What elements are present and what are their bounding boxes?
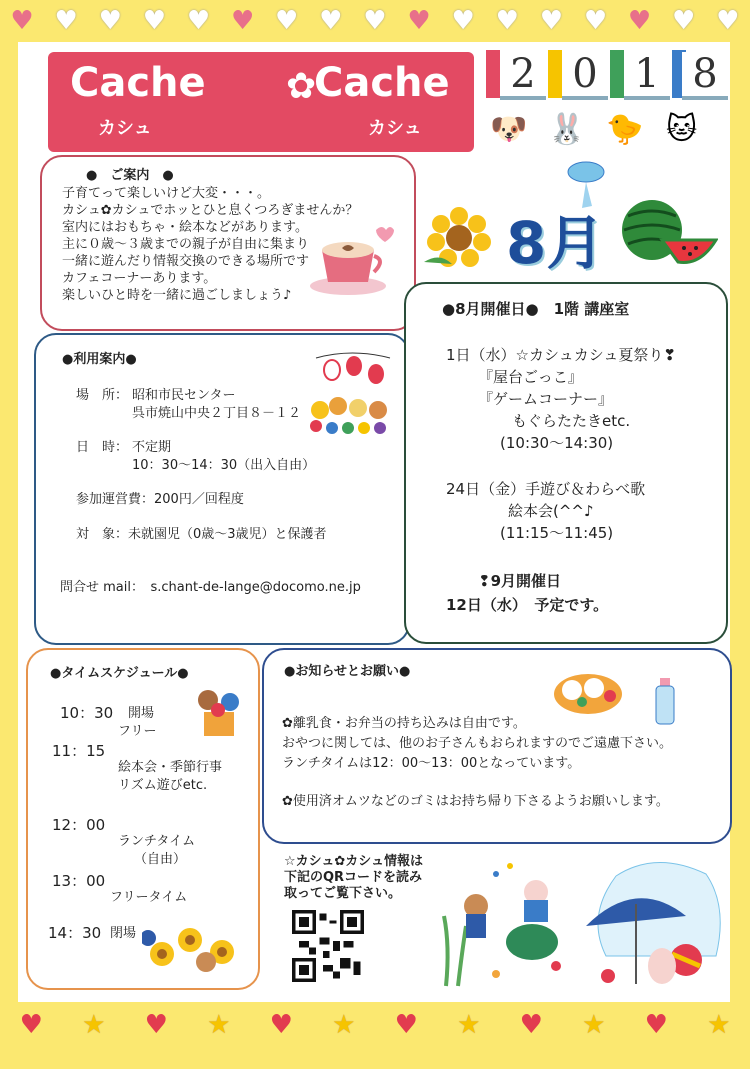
heart-icon: ♥ bbox=[583, 6, 608, 36]
heart-icon: ♥ bbox=[142, 6, 167, 36]
bunny-icon: 🐰 bbox=[548, 112, 586, 147]
september-heading: ❢9月開催日 bbox=[478, 572, 562, 590]
heart-icon: ♥ bbox=[319, 6, 343, 36]
notice-line: ランチタイムは12：00～13：00となっています。 bbox=[282, 756, 581, 771]
usage-heading: ●利用案内● bbox=[62, 352, 137, 367]
title-kana-left: カシュ bbox=[98, 118, 152, 139]
guide-heading: ● ご案内 ● bbox=[86, 168, 174, 183]
time-label: 13：00 bbox=[52, 872, 106, 890]
qr-info-line: ☆カシュ✿カシュ情報は bbox=[284, 854, 424, 869]
year-digit: 2 bbox=[500, 52, 546, 100]
time-schedule-heading: ●タイムスケジュール● bbox=[50, 666, 189, 681]
time-label: 10：30 bbox=[60, 704, 114, 722]
dog-icon: 🐶 bbox=[490, 112, 528, 147]
time-event: リズム遊びetc. bbox=[118, 778, 208, 793]
qr-info-line: 下記のQRコードを読み bbox=[284, 870, 423, 885]
heart-icon: ♥ bbox=[230, 6, 255, 36]
title-word-right: Cache bbox=[314, 60, 450, 106]
event1-item: 『ゲームコーナー』 bbox=[478, 390, 614, 408]
year-banner bbox=[486, 50, 726, 155]
time-label: 11：15 bbox=[52, 742, 106, 760]
guide-line: 一緒に遊んだり情報交換のできる場所です bbox=[62, 254, 310, 269]
toys-icon bbox=[186, 682, 246, 742]
guide-line: 楽しいひと時を一緒に過ごしましょう♪ bbox=[62, 288, 292, 303]
qr-code[interactable] bbox=[292, 910, 364, 982]
heart-icon: ♥ bbox=[407, 6, 431, 36]
time-label: 14：30 bbox=[48, 924, 102, 942]
star-icon: ★ bbox=[82, 1010, 106, 1040]
contact-text: 問合せ mail： s.chant-de-lange@docomo.ne.jp bbox=[60, 580, 361, 595]
guide-line: カフェコーナーあります。 bbox=[62, 271, 217, 286]
august-section bbox=[404, 282, 728, 644]
coffee-cup-icon bbox=[306, 226, 396, 298]
beach-illustration bbox=[436, 856, 726, 992]
event1-item: 『屋台ごっこ』 bbox=[478, 368, 583, 386]
time-value: 10：30～14：30（出入自由） bbox=[132, 458, 316, 473]
heart-icon: ♥ bbox=[716, 6, 740, 36]
title-word-left: Cache bbox=[70, 60, 206, 106]
heart-icon: ♥ bbox=[10, 6, 34, 36]
time-event: 閉場 bbox=[110, 926, 137, 941]
event1-title: 1日（水）☆カシュカシュ夏祭り❣ bbox=[446, 346, 676, 364]
qr-info-line: 取ってご覧下さい。 bbox=[284, 886, 402, 901]
notice-line: おやつに関しては、他のお子さんもおられますのでご遠慮下さい。 bbox=[282, 736, 673, 751]
guide-line: 子育てって楽しいけど大変・・・。 bbox=[62, 186, 271, 201]
title-kana-right: カシュ bbox=[368, 118, 422, 139]
event2-time: (11:15～11:45) bbox=[500, 524, 614, 542]
time-event: 開場 bbox=[128, 706, 155, 721]
date-label: 日 時： bbox=[76, 440, 129, 455]
bottom-heart-star-border bbox=[0, 1012, 750, 1038]
bento-icon bbox=[552, 664, 624, 716]
event1-item: もぐらたたきetc. bbox=[512, 412, 631, 430]
lantern-icon bbox=[306, 350, 398, 434]
year-digit: 0 bbox=[562, 52, 608, 100]
time-event: ランチタイム bbox=[118, 834, 196, 849]
baby-bottle-icon bbox=[650, 676, 680, 726]
fee-text: 参加運営費：200円／回程度 bbox=[76, 492, 244, 507]
time-event: フリータイム bbox=[110, 890, 188, 905]
guide-line: カシュ✿カシュでホッとひと息くつろぎませんか？ bbox=[62, 203, 359, 218]
heart-icon: ♥ bbox=[627, 6, 652, 36]
time-event: フリー bbox=[118, 724, 157, 739]
august-heading: ●8月開催日● 1階 講座室 bbox=[442, 300, 630, 318]
place-address: 呉市焼山中央２丁目８－１２ bbox=[132, 406, 302, 421]
watermelon-icon bbox=[612, 196, 718, 266]
heart-icon: ♥ bbox=[394, 1010, 418, 1040]
heart-icon: ♥ bbox=[19, 1010, 43, 1040]
heart-icon: ♥ bbox=[186, 6, 211, 36]
heart-icon: ♥ bbox=[144, 1010, 168, 1040]
event2-item: 絵本会(^^♪ bbox=[508, 502, 594, 520]
top-heart-border bbox=[0, 8, 750, 34]
title-banner bbox=[48, 52, 474, 152]
guide-line: 主に０歳～３歳までの親子が自由に集まり bbox=[62, 237, 310, 252]
heart-icon: ♥ bbox=[54, 6, 78, 36]
heart-icon: ♥ bbox=[269, 1010, 293, 1040]
time-label: 12：00 bbox=[52, 816, 106, 834]
date-value: 不定期 bbox=[132, 440, 172, 455]
star-icon: ★ bbox=[582, 1010, 606, 1040]
notice-line: ✿使用済オムツなどのゴミはお持ち帰り下さるようお願いします。 bbox=[282, 794, 669, 809]
chick-icon: 🐤 bbox=[606, 112, 644, 147]
guide-line: 室内にはおもちゃ・絵本などがあります。 bbox=[62, 220, 308, 235]
star-icon: ★ bbox=[457, 1010, 481, 1040]
month-heading: 8月 bbox=[506, 209, 605, 277]
place-label: 場 所： bbox=[76, 388, 129, 403]
heart-icon: ♥ bbox=[98, 6, 122, 36]
notice-heading: ●お知らせとお願い● bbox=[284, 664, 411, 679]
time-event: 絵本会・季節行事 bbox=[118, 760, 223, 775]
event2-title: 24日（金）手遊び＆わらべ歌 bbox=[446, 480, 646, 498]
heart-icon: ♥ bbox=[275, 6, 299, 36]
target-text: 対 象：未就園児（0歳～3歳児）と保護者 bbox=[76, 527, 327, 542]
flag-decoration bbox=[610, 50, 624, 98]
place-value: 昭和市民センター bbox=[132, 388, 236, 403]
heart-icon: ♥ bbox=[451, 6, 475, 36]
time-event: （自由） bbox=[134, 852, 187, 867]
cat-icon: 🐱 bbox=[666, 112, 698, 147]
year-digit: 1 bbox=[624, 52, 670, 100]
sunflowers-bear-icon bbox=[142, 918, 252, 978]
september-line: 12日（水） 予定です。 bbox=[446, 596, 609, 614]
star-icon: ★ bbox=[332, 1010, 356, 1040]
flag-decoration bbox=[548, 50, 562, 98]
heart-icon: ♥ bbox=[672, 6, 696, 36]
heart-icon: ♥ bbox=[644, 1010, 668, 1040]
flower-icon: ✿ bbox=[286, 66, 317, 107]
sunflower-icon bbox=[422, 206, 496, 268]
event1-time: (10:30～14:30) bbox=[500, 434, 614, 452]
notice-line: ✿離乳食・お弁当の持ち込みは自由です。 bbox=[282, 716, 526, 731]
heart-icon: ♥ bbox=[539, 6, 564, 36]
star-icon: ★ bbox=[207, 1010, 231, 1040]
star-icon: ★ bbox=[707, 1010, 731, 1040]
heart-icon: ♥ bbox=[363, 6, 387, 36]
heart-icon: ♥ bbox=[495, 6, 519, 36]
heart-icon: ♥ bbox=[519, 1010, 543, 1040]
flag-decoration bbox=[486, 50, 500, 98]
year-digit: 8 bbox=[682, 52, 728, 100]
